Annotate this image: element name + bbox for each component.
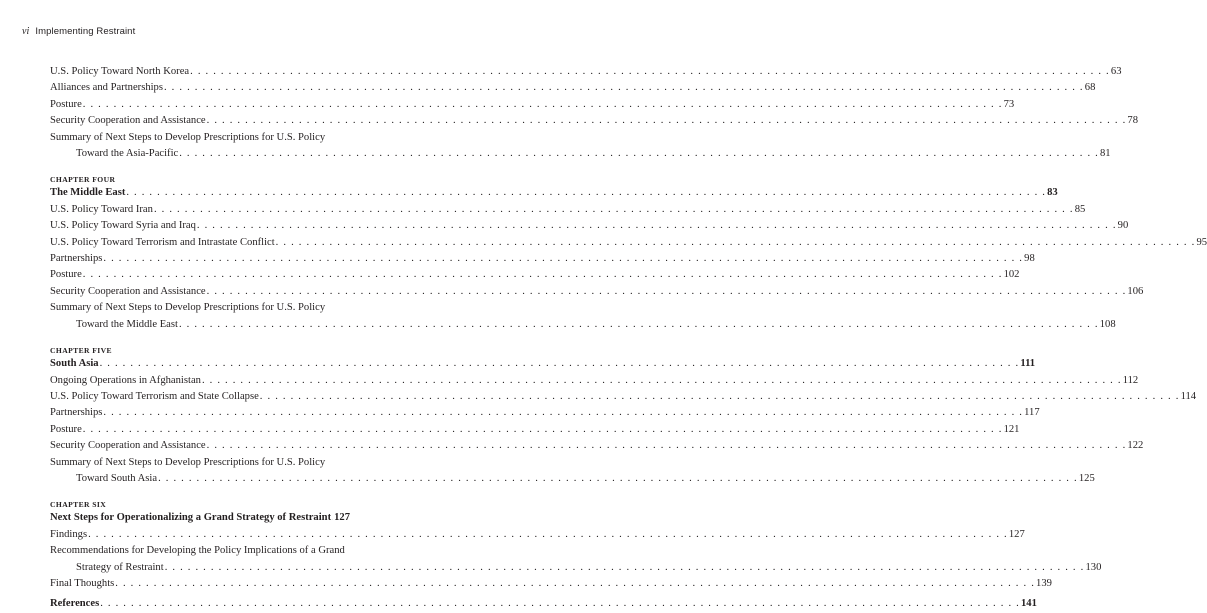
toc-entry-title: Security Cooperation and Assistance — [50, 115, 206, 127]
toc-entry — [50, 218, 1129, 234]
dot-leader: . . . . . . . . . . . . . . . . . . . . . . . . . . . . . . . . . . . . . . . . . . . . . . . . . . . . . . . . . . . . . . . . . . . . . . . . . . . . . . . . . . . . . . . . . . . . . . . . . . . . . . . . . . . . . . . . . . . . . . . . — [164, 561, 1085, 573]
chapter-heading: CHAPTER SIX — [50, 500, 107, 510]
toc-page-number: 130 — [1085, 561, 1102, 573]
toc-entry-continuation — [50, 560, 1102, 576]
toc-entry — [50, 510, 350, 526]
dot-leader: . . . . . . . . . . . . . . . . . . . . . . . . . . . . . . . . . . . . . . . . . . . . . . . . . . . . . . . . . . . . . . . . . . . . . . . . . . . . . . . . . . . . . . . . . . . . . . . . . . . . . . . . . . . . . . . . . . . . . . . . — [179, 148, 1099, 160]
toc-page-number: 73 — [1003, 98, 1015, 110]
toc-entry-title: Posture — [50, 269, 82, 281]
toc-page-number: 68 — [1084, 82, 1096, 94]
toc-page-number: 117 — [1024, 407, 1040, 419]
toc-entry-title: Next Steps for Operationalizing a Grand Strategy of Restraint — [50, 512, 332, 524]
dot-leader: . . . . . . . . . . . . . . . . . . . . . . . . . . . . . . . . . . . . . . . . . . . . . . . . . . . . . . . . . . . . . . . . . . . . . . . . . . . . . . . . . . . . . . . . . . . . . . . . . . . . . . . . . . . . . . . . . . . . . . . . — [275, 236, 1196, 248]
toc-page-number: 83 — [1047, 187, 1058, 199]
section-gap — [50, 333, 350, 337]
dot-leader: . . . . . . . . . . . . . . . . . . . . . . . . . . . . . . . . . . . . . . . . . . . . . . . . . . . . . . . . . . . . . . . . . . . . . . . . . . . . . . . . . . . . . . . . . . . . . . . . . . . . . . . . . . . . . . . . . . . . . . . . — [259, 390, 1180, 402]
toc-page-number: 85 — [1074, 203, 1086, 215]
toc-entry-title: U.S. Policy Toward North Korea — [50, 66, 190, 77]
toc-entry-title: U.S. Policy Toward Iran — [50, 203, 153, 215]
toc-entry — [50, 251, 1035, 267]
toc-entry — [50, 596, 1037, 612]
dot-leader: . . . . . . . . . . . . . . . . . . . . . . . . . . . . . . . . . . . . . . . . . . . . . . . . . . . . . . . . . . . . . . . . . . . . . . . . . . . . . . . . . . . . . . . . . . . . . . . . . . . . . . . . . . . . . . . . . . . . . . . . — [103, 253, 1024, 265]
dot-leader: . . . . . . . . . . . . . . . . . . . . . . . . . . . . . . . . . . . . . . . . . . . . . . . . . . . . . . . . . . . . . . . . . . . . . . . . . . . . . . . . . . . . . . . . . . . . . . . . . . . . . . . . . . . . . . . . . . . . . . . . — [115, 577, 1036, 589]
toc-entry-title-cont: Toward the Middle East — [76, 318, 178, 330]
toc-entry-line — [50, 130, 350, 146]
toc-page-number: 95 — [1196, 236, 1207, 248]
chapter-heading: CHAPTER FOUR — [50, 175, 116, 185]
toc-entry-title: Partnerships — [50, 407, 103, 419]
dot-leader: . . . . . . . . . . . . . . . . . . . . . . . . . . . . . . . . . . . . . . . . . . . . . . . . . . . . . . . . . . . . . . . . . . . . . . . . . . . . . . . . . . . . . . . . . . . . . . . . . . . . . . . . . . . . . . . . . . . . . . . . — [196, 220, 1117, 232]
toc-entry-title: Final Thoughts — [50, 577, 115, 589]
toc-entry — [50, 422, 1020, 438]
dot-leader: . . . . . . . . . . . . . . . . . . . . . . . . . . . . . . . . . . . . . . . . . . . . . . . . . . . . . . . . . . . . . . . . . . . . . . . . . . . . . . . . . . . . . . . . . . . . . . . . . . . . . . . . . . . . . . . . . . . . . . . . — [201, 374, 1122, 386]
toc-entry-title: Summary of Next Steps to Develop Prescriptions for U.S. Policy — [50, 302, 326, 314]
toc-page-number: 122 — [1127, 440, 1144, 452]
toc-page-number: 139 — [1036, 577, 1052, 589]
section-gap — [50, 162, 350, 166]
toc-page-number: 98 — [1024, 253, 1035, 265]
toc-entry-title: References — [50, 598, 100, 610]
dot-leader: . . . . . . . . . . . . . . . . . . . . . . . . . . . . . . . . . . . . . . . . . . . . . . . . . . . . . . . . . . . . . . . . . . . . . . . . . . . . . . . . . . . . . . . . . . . . . . . . . . . . . . . . . . . . . . . . . . . . . . . . — [100, 598, 1020, 610]
toc-entry — [50, 113, 1139, 129]
toc-page-number: 81 — [1100, 148, 1111, 160]
dot-leader: . . . . . . . . . . . . . . . . . . . . . . . . . . . . . . . . . . . . . . . . . . . . . . . . . . . . . . . . . . . . . . . . . . . . . . . . . . . . . . . . . . . . . . . . . . . . . . . . . . . . . . . . . . . . . . . . . . . . . . . . — [82, 423, 1003, 435]
toc-page-number: 125 — [1078, 472, 1095, 484]
toc-entry — [50, 438, 1144, 454]
toc-page-number: 114 — [1180, 390, 1197, 402]
toc-entry-title: Partnerships — [50, 253, 103, 265]
dot-leader: . . . . . . . . . . . . . . . . . . . . . . . . . . . . . . . . . . . . . . . . . . . . . . . . . . . . . . . . . . . . . . . . . . . . . . . . . . . . . . . . . . . . . . . . . . . . . . . . . . . . . . . . . . . . . . . . . . . . . . . . — [103, 407, 1024, 419]
toc-page-number: 127 — [1008, 528, 1025, 540]
toc-entry-continuation — [50, 146, 1111, 162]
running-header — [22, 26, 135, 37]
chapter-heading: CHAPTER FIVE — [50, 346, 112, 356]
toc-page-number: 63 — [1110, 66, 1122, 77]
toc-entry-line — [50, 455, 350, 471]
toc-page-number: 106 — [1127, 285, 1144, 297]
toc-entry-title: Findings — [50, 528, 88, 540]
dot-leader: . . . . . . . . . . . . . . . . . . . . . . . . . . . . . . . . . . . . . . . . . . . . . . . . . . . . . . . . . . . . . . . . . . . . . . . . . . . . . . . . . . . . . . . . . . . . . . . . . . . . . . . . . . . . . . . . . . . . . . . . — [163, 82, 1084, 94]
toc-entry-title: South Asia — [50, 358, 99, 370]
toc-page-number: 121 — [1003, 423, 1020, 435]
toc-entry-title: Posture — [50, 98, 82, 110]
dot-leader: . . . . . . . . . . . . . . . . . . . . . . . . . . . . . . . . . . . . . . . . . . . . . . . . . . . . . . . . . . . . . . . . . . . . . . . . . . . . . . . . . . . . . . . . . . . . . . . . . . . . . . . . . . . . . . . . . . . . . . . . — [153, 203, 1074, 215]
toc-entry — [50, 284, 1144, 300]
toc-entry-line — [50, 543, 350, 559]
dot-leader: . . . . . . . . . . . . . . . . . . . . . . . . . . . . . . . . . . . . . . . . . . . . . . . . . . . . . . . . . . . . . . . . . . . . . . . . . . . . . . . . . . . . . . . . . . . . . . . . . . . . . . . . . . . . . . . . . . . . . . . . — [88, 528, 1008, 540]
toc-page-number: 111 — [1020, 358, 1036, 370]
toc-page-number: 90 — [1117, 220, 1129, 232]
table-of-contents — [50, 64, 1207, 613]
section-gap — [50, 487, 350, 491]
toc-entry-title: U.S. Policy Toward Terrorism and Intrastate Conflict — [50, 236, 275, 248]
dot-leader: . . . . . . . . . . . . . . . . . . . . . . . . . . . . . . . . . . . . . . . . . . . . . . . . . . . . . . . . . . . . . . . . . . . . . . . . . . . . . . . . . . . . . . . . . . . . . . . . . . . . . . . . . . . . . . . . . . . . . . . . — [190, 66, 1110, 77]
toc-entry — [50, 80, 1096, 96]
dot-leader: . . . . . . . . . . . . . . . . . . . . . . . . . . . . . . . . . . . . . . . . . . . . . . . . . . . . . . . . . . . . . . . . . . . . . . . . . . . . . . . . . . . . . . . . . . . . . . . . . . . . . . . . . . . . . . . . . . . . . . . . — [206, 440, 1127, 452]
toc-entry-title-cont: Toward South Asia — [76, 472, 158, 484]
toc-entry — [50, 202, 1086, 218]
toc-entry-line — [50, 300, 350, 316]
dot-leader: . . . . . . . . . . . . . . . . . . . . . . . . . . . . . . . . . . . . . . . . . . . . . . . . . . . . . . . . . . . . . . . . . . . . . . . . . . . . . . . . . . . . . . . . . . . . . . . . . . . . . . . . . . . . . . . . . . . . . . . . — [158, 472, 1078, 484]
toc-entry-title: Recommendations for Developing the Policy Implications of a Grand — [50, 545, 345, 557]
dot-leader — [332, 510, 333, 526]
toc-entry-title: Alliances and Partnerships — [50, 82, 163, 94]
toc-entry-title: Summary of Next Steps to Develop Prescriptions for U.S. Policy — [50, 131, 326, 143]
toc-entry — [50, 389, 1197, 405]
toc-entry — [50, 267, 1020, 283]
toc-page-number: 112 — [1122, 374, 1139, 386]
toc-entry-title: Summary of Next Steps to Develop Prescriptions for U.S. Policy — [50, 456, 326, 468]
toc-entry-title-cont: Toward the Asia-Pacific — [76, 148, 179, 160]
toc-entry — [50, 64, 1122, 80]
toc-entry — [50, 185, 1058, 201]
toc-entry — [50, 405, 1040, 421]
toc-entry-title: The Middle East — [50, 187, 126, 199]
toc-entry — [50, 527, 1025, 543]
toc-entry — [50, 97, 1015, 113]
toc-entry-title: Security Cooperation and Assistance — [50, 440, 206, 452]
toc-entry-title: Ongoing Operations in Afghanistan — [50, 374, 201, 386]
toc-entry-title: Security Cooperation and Assistance — [50, 285, 206, 297]
toc-page-number: 127 — [334, 512, 350, 524]
toc-entry — [50, 235, 1207, 251]
toc-page-number: 102 — [1003, 269, 1020, 281]
dot-leader: . . . . . . . . . . . . . . . . . . . . . . . . . . . . . . . . . . . . . . . . . . . . . . . . . . . . . . . . . . . . . . . . . . . . . . . . . . . . . . . . . . . . . . . . . . . . . . . . . . . . . . . . . . . . . . . . . . . . . . . . — [126, 187, 1047, 199]
dot-leader: . . . . . . . . . . . . . . . . . . . . . . . . . . . . . . . . . . . . . . . . . . . . . . . . . . . . . . . . . . . . . . . . . . . . . . . . . . . . . . . . . . . . . . . . . . . . . . . . . . . . . . . . . . . . . . . . . . . . . . . . — [178, 318, 1099, 330]
toc-entry-title: U.S. Policy Toward Terrorism and State Collapse — [50, 390, 259, 402]
toc-entry — [50, 356, 1036, 372]
dot-leader: . . . . . . . . . . . . . . . . . . . . . . . . . . . . . . . . . . . . . . . . . . . . . . . . . . . . . . . . . . . . . . . . . . . . . . . . . . . . . . . . . . . . . . . . . . . . . . . . . . . . . . . . . . . . . . . . . . . . . . . . — [206, 285, 1127, 297]
dot-leader: . . . . . . . . . . . . . . . . . . . . . . . . . . . . . . . . . . . . . . . . . . . . . . . . . . . . . . . . . . . . . . . . . . . . . . . . . . . . . . . . . . . . . . . . . . . . . . . . . . . . . . . . . . . . . . . . . . . . . . . . — [82, 98, 1003, 110]
dot-leader: . . . . . . . . . . . . . . . . . . . . . . . . . . . . . . . . . . . . . . . . . . . . . . . . . . . . . . . . . . . . . . . . . . . . . . . . . . . . . . . . . . . . . . . . . . . . . . . . . . . . . . . . . . . . . . . . . . . . . . . . — [99, 358, 1020, 370]
toc-page-number: 141 — [1021, 598, 1037, 610]
dot-leader: . . . . . . . . . . . . . . . . . . . . . . . . . . . . . . . . . . . . . . . . . . . . . . . . . . . . . . . . . . . . . . . . . . . . . . . . . . . . . . . . . . . . . . . . . . . . . . . . . . . . . . . . . . . . . . . . . . . . . . . . — [206, 115, 1127, 127]
toc-entry — [50, 576, 1052, 592]
toc-page-number: 78 — [1127, 115, 1139, 127]
dot-leader: . . . . . . . . . . . . . . . . . . . . . . . . . . . . . . . . . . . . . . . . . . . . . . . . . . . . . . . . . . . . . . . . . . . . . . . . . . . . . . . . . . . . . . . . . . . . . . . . . . . . . . . . . . . . . . . . . . . . . . . . — [82, 269, 1003, 281]
page-number-roman: vi — [22, 26, 30, 37]
toc-entry-title: U.S. Policy Toward Syria and Iraq — [50, 220, 196, 232]
toc-entry-continuation — [50, 317, 1116, 333]
toc-entry — [50, 373, 1139, 389]
toc-entry-title-cont: Strategy of Restraint — [76, 561, 164, 573]
running-title: Implementing Restraint — [35, 26, 136, 37]
toc-entry-title: Posture — [50, 423, 82, 435]
toc-page-number: 108 — [1099, 318, 1116, 330]
toc-entry-continuation — [50, 471, 1095, 487]
